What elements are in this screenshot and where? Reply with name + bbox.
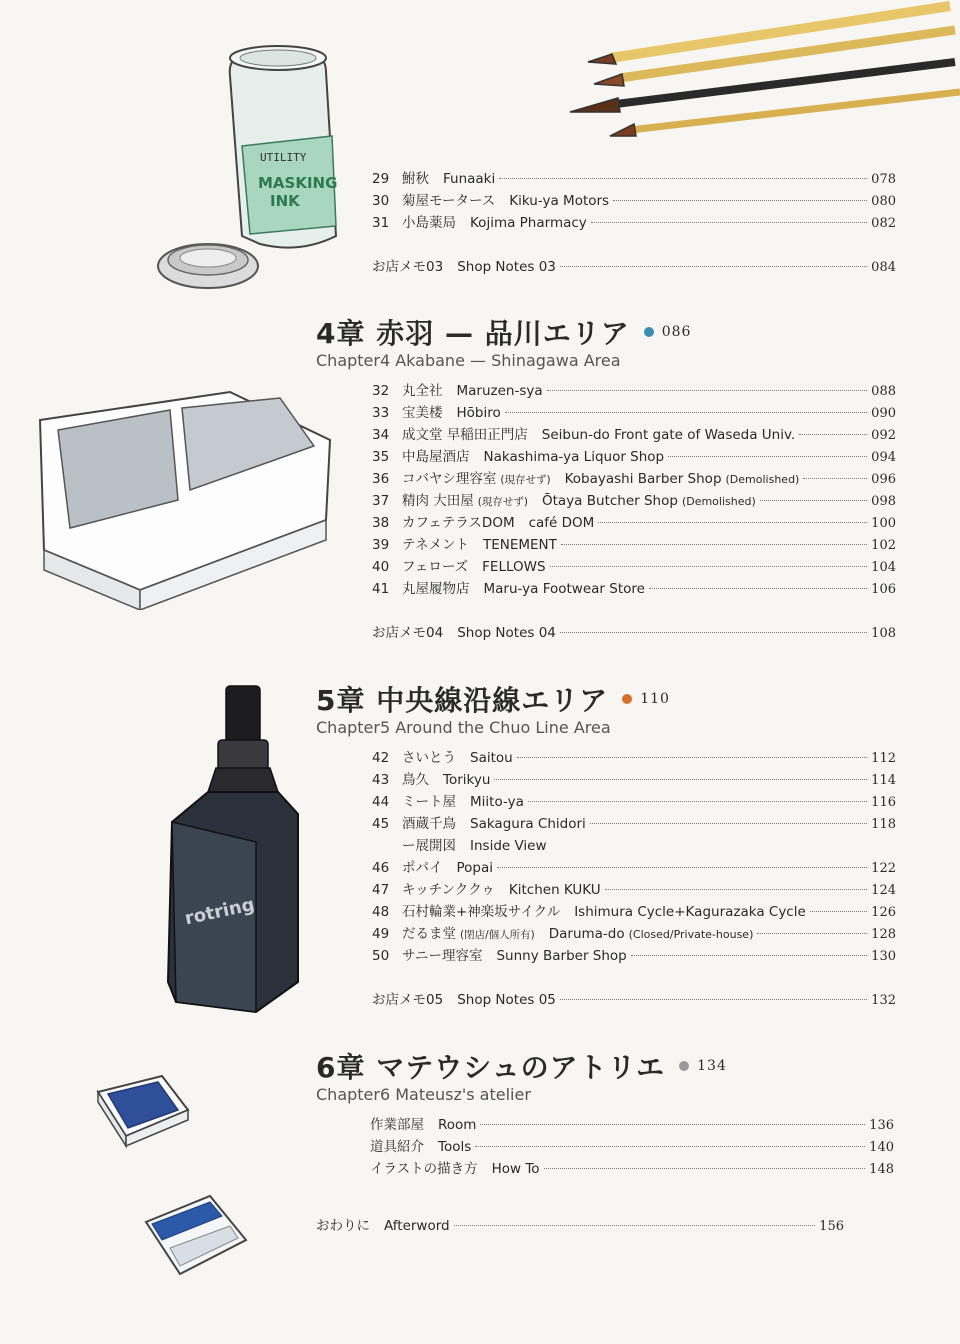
chapter-6-subtitle: Chapter6 Mateusz's atelier <box>316 1085 531 1104</box>
entry-title-en <box>443 770 490 790</box>
entry-title-en-text: Kitchen KUKU <box>508 882 601 898</box>
entry-title-en-text: Popai <box>456 860 494 876</box>
entry-title-jp-text: 精肉 大田屋 <box>402 493 474 509</box>
leader-dots <box>528 801 867 802</box>
toc-entry-42[interactable] <box>372 748 896 768</box>
blue-pan-illustration <box>92 1070 192 1150</box>
toc-entry-36[interactable] <box>372 469 896 489</box>
entry-title-jp <box>402 469 551 490</box>
entry-number: 40 <box>372 559 390 575</box>
entry-number: 46 <box>372 860 390 876</box>
page-number: 098 <box>871 494 896 509</box>
entry-title-en <box>484 447 665 467</box>
entry-number: 37 <box>372 493 390 509</box>
entry-title-en-text: Daruma-do <box>548 926 625 942</box>
entry-number: 32 <box>372 383 390 399</box>
page-number: 108 <box>871 626 896 641</box>
toc-entry-how-to[interactable]: イラストの描き方 How To 148 <box>370 1159 894 1179</box>
leader-dots <box>497 867 867 868</box>
entry-title-en-text: Inside View <box>470 838 547 854</box>
entry-title-en <box>483 535 557 555</box>
toc-entry-34[interactable] <box>372 425 896 445</box>
entry-number: 38 <box>372 515 390 531</box>
chapter-page-number: 110 <box>640 691 670 707</box>
leader-dots <box>517 757 867 758</box>
toc-entry-afterword[interactable]: おわりに Afterword 156 <box>316 1216 844 1236</box>
entry-title-jp-text: 石村輪業+神楽坂サイクル <box>402 904 561 920</box>
entry-title-en-text: Ishimura Cycle+Kagurazaka Cycle <box>574 904 806 920</box>
toc-entry-sub[interactable] <box>372 836 896 856</box>
shop-notes-05[interactable]: お店メモ05 Shop Notes 05 132 <box>372 990 896 1010</box>
entry-title-en <box>470 748 513 768</box>
page-number: 090 <box>871 406 896 421</box>
leader-dots <box>454 1225 816 1226</box>
entry-title-jp <box>402 535 469 555</box>
entry-title-en-text: TENEMENT <box>482 537 557 553</box>
page-number: 156 <box>819 1219 844 1234</box>
toc-entry-45[interactable] <box>372 814 896 834</box>
page-number: 128 <box>871 927 896 942</box>
entry-note-en: (Demolished) <box>681 495 756 508</box>
leader-dots <box>480 1124 865 1125</box>
masking-ink-jar-illustration <box>150 36 350 298</box>
entry-note-jp: (現存せず) <box>477 496 528 508</box>
toc-entry-46[interactable] <box>372 858 896 878</box>
entry-title-jp-text: テネメント <box>402 537 469 553</box>
entry-title-jp-text: 酒蔵千鳥 <box>402 816 456 832</box>
toc-entry-32[interactable] <box>372 381 896 401</box>
leader-dots <box>613 200 867 201</box>
entry-title-en-text: Kobayashi Barber Shop <box>564 471 722 487</box>
entry-title-en-text: Sakagura Chidori <box>470 816 586 832</box>
page-number: 106 <box>871 582 896 597</box>
entry-title-en <box>509 880 601 900</box>
chapter-5-subtitle: Chapter5 Around the Chuo Line Area <box>316 718 611 737</box>
entry-title-jp-text: カフェテラスDOM <box>402 515 515 531</box>
entry-title-jp <box>402 447 470 467</box>
entry-title-jp-text: 宝美楼 <box>402 405 443 421</box>
leader-dots <box>598 522 867 523</box>
leader-dots <box>561 544 867 545</box>
leader-dots <box>499 178 867 179</box>
page-number: 126 <box>871 905 896 920</box>
entry-title-jp-text: さいとう <box>402 750 456 766</box>
entry-title-jp-text: サニー理容室 <box>402 948 483 964</box>
entry-title-jp <box>402 880 495 900</box>
leader-dots <box>605 889 868 890</box>
entry-title-jp <box>402 491 528 512</box>
entry-title-jp-text: コバヤシ理容室 <box>402 471 497 487</box>
leader-dots <box>547 390 868 391</box>
entry-number: 45 <box>372 816 390 832</box>
entry-title-jp <box>402 579 470 599</box>
toc-entry-49[interactable] <box>372 924 896 944</box>
entry-number: 43 <box>372 772 390 788</box>
chapter-6-title[interactable]: 6章 マテウシュのアトリエ 134 <box>316 1051 727 1084</box>
leader-dots <box>803 478 867 479</box>
page-number: 096 <box>871 472 896 487</box>
entry-note-jp: (閉店/個人所有) <box>460 929 535 941</box>
wrapped-pan-illustration <box>140 1186 250 1282</box>
entry-title-jp <box>402 814 456 834</box>
shop-notes-04[interactable]: お店メモ04 Shop Notes 04 108 <box>372 623 896 643</box>
jar-label-text: INK <box>270 192 300 210</box>
entry-title-jp <box>402 748 456 768</box>
entry-title-en <box>457 858 494 878</box>
entry-title-en <box>457 403 501 423</box>
leader-dots <box>810 911 867 912</box>
entry-number: 39 <box>372 537 390 553</box>
leader-dots <box>760 500 867 501</box>
page-number: 084 <box>871 260 896 275</box>
entry-title-en-text: Seibun-do Front gate of Waseda Univ. <box>541 427 796 443</box>
page-number: 116 <box>871 795 896 810</box>
entry-number: 44 <box>372 794 390 810</box>
leader-dots <box>550 566 868 567</box>
page-number: 080 <box>871 194 896 209</box>
entry-title-en-text: Hōbiro <box>456 405 501 421</box>
entry-title-jp-text: 丸屋履物店 <box>402 581 470 597</box>
entry-title-en <box>470 792 524 812</box>
leader-dots <box>757 933 867 934</box>
shop-notes-03[interactable]: お店メモ03 Shop Notes 03 084 <box>372 257 896 277</box>
entry-title-en <box>542 425 795 445</box>
toc-entry-38[interactable] <box>372 513 896 533</box>
entry-note-en: (Closed/Private-house) <box>628 928 754 941</box>
entry-number: 50 <box>372 948 390 964</box>
page-number: 112 <box>871 751 896 766</box>
leader-dots <box>494 779 867 780</box>
entry-title-en <box>470 836 547 856</box>
chapter-5-title[interactable]: 5章 中央線沿線エリア 110 <box>316 684 670 717</box>
entry-title-en-text: Maru-ya Footwear Store <box>483 581 645 597</box>
page-number: 100 <box>871 516 896 531</box>
entry-title-en <box>496 946 626 966</box>
leader-dots <box>799 434 867 435</box>
jar-label-text: UTILITY <box>260 151 307 164</box>
entry-title-en-text: Miito-ya <box>470 794 524 810</box>
rotring-ink-bottle-illustration <box>158 682 303 1014</box>
entry-title-jp <box>402 425 528 445</box>
toc-entry-tools[interactable]: 道具紹介 Tools 140 <box>370 1137 894 1157</box>
toc-entry-40[interactable] <box>372 557 896 577</box>
page-number: 078 <box>871 172 896 187</box>
toc-entry-31[interactable]: 31 小島薬局 Kojima Pharmacy 082 <box>372 213 896 233</box>
page-number: 118 <box>871 817 896 832</box>
page-number: 088 <box>871 384 896 399</box>
page-number: 122 <box>871 861 896 876</box>
leader-dots <box>560 999 867 1000</box>
entry-number: 49 <box>372 926 390 942</box>
entry-title-jp <box>402 403 443 423</box>
paint-brushes-illustration <box>550 0 960 140</box>
entry-title-en <box>549 924 754 945</box>
entry-title-jp <box>402 836 456 856</box>
entry-note-en: (Demolished) <box>725 473 800 486</box>
page-number: 104 <box>871 560 896 575</box>
toc-entry-35[interactable] <box>372 447 896 467</box>
page-number: 092 <box>871 428 896 443</box>
jar-label-text: MASKING <box>258 174 338 192</box>
toc-entry-44[interactable] <box>372 792 896 812</box>
page-number: 136 <box>869 1118 894 1133</box>
toc-entry-30[interactable]: 30 菊屋モータース Kiku-ya Motors 080 <box>372 191 896 211</box>
page-number: 124 <box>871 883 896 898</box>
leader-dots <box>560 632 867 633</box>
leader-dots <box>668 456 867 457</box>
page-number: 132 <box>871 993 896 1008</box>
entry-title-jp <box>402 902 560 922</box>
entry-title-en-text: Torikyu <box>443 772 491 788</box>
toc-entry-37[interactable] <box>372 491 896 511</box>
leader-dots <box>590 823 867 824</box>
chapter-4-title[interactable]: 4章 赤羽 — 品川エリア 086 <box>316 317 692 350</box>
entry-title-jp <box>402 858 443 878</box>
entry-title-en <box>484 579 645 599</box>
toc-entry-43[interactable] <box>372 770 896 790</box>
entry-title-jp-text: ポパイ <box>402 860 443 876</box>
toc-entry-39[interactable] <box>372 535 896 555</box>
leader-dots <box>544 1168 866 1169</box>
page-number: 148 <box>869 1162 894 1177</box>
leader-dots <box>591 222 867 223</box>
entry-title-jp-text: ミート屋 <box>402 794 456 810</box>
entry-title-en-text: Sunny Barber Shop <box>496 948 627 964</box>
entry-title-jp-text: ー展開図 <box>402 838 456 854</box>
entry-title-en <box>574 902 806 922</box>
entry-number: 48 <box>372 904 390 920</box>
entry-title-jp <box>402 513 515 533</box>
entry-number: 41 <box>372 581 390 597</box>
entry-title-en-text: FELLOWS <box>482 559 546 575</box>
entry-title-en-text: Ōtaya Butcher Shop <box>542 493 678 509</box>
bottle-label-text: rotring <box>182 894 257 930</box>
page-number: 094 <box>871 450 896 465</box>
chapter-dot <box>622 694 632 704</box>
leader-dots <box>649 588 867 589</box>
entry-title-en <box>457 381 543 401</box>
entry-title-jp <box>402 381 443 401</box>
entry-title-jp-text: 中島屋酒店 <box>402 449 470 465</box>
watercolor-palette-illustration <box>30 380 340 610</box>
chapter-4-subtitle: Chapter4 Akabane — Shinagawa Area <box>316 351 621 370</box>
entry-number: 47 <box>372 882 390 898</box>
entry-title-jp <box>402 792 456 812</box>
entry-number: 35 <box>372 449 390 465</box>
leader-dots <box>505 412 867 413</box>
entry-title-jp-text: キッチンククゥ <box>402 882 495 898</box>
entry-number: 36 <box>372 471 390 487</box>
entry-title-en-text: Maruzen-sya <box>456 383 543 399</box>
leader-dots <box>631 955 867 956</box>
entry-title-en-text: Nakashima-ya Liquor Shop <box>483 449 665 465</box>
page-number: 130 <box>871 949 896 964</box>
entry-title-jp <box>402 946 482 966</box>
entry-title-jp-text: 鳥久 <box>402 772 429 788</box>
chapter-page-number: 134 <box>697 1058 727 1074</box>
entry-note-jp: (現存せず) <box>500 474 551 486</box>
entry-title-jp-text: だるま堂 <box>402 926 456 942</box>
chapter-dot <box>644 327 654 337</box>
entry-title-jp <box>402 770 429 790</box>
toc-entry-48[interactable] <box>372 902 896 922</box>
page-number: 082 <box>871 216 896 231</box>
entry-title-jp <box>402 924 535 945</box>
entry-title-en <box>482 557 545 577</box>
entry-title-jp <box>402 557 468 577</box>
toc-entry-41[interactable] <box>372 579 896 599</box>
toc-entry-47[interactable] <box>372 880 896 900</box>
page-number: 140 <box>869 1140 894 1155</box>
entry-number: 34 <box>372 427 390 443</box>
entry-title-jp-text: 丸全社 <box>402 383 443 399</box>
entry-title-en <box>565 469 800 490</box>
leader-dots <box>560 266 867 267</box>
entry-title-en <box>542 491 756 512</box>
page-number: 102 <box>871 538 896 553</box>
entry-number: 42 <box>372 750 390 766</box>
toc-entry-room[interactable]: 作業部屋 Room 136 <box>370 1115 894 1135</box>
toc-entry-50[interactable] <box>372 946 896 966</box>
page-number: 114 <box>871 773 896 788</box>
entry-title-jp-text: フェローズ <box>402 559 469 575</box>
toc-entry-29[interactable]: 29 鮒秋 Funaaki 078 <box>372 169 896 189</box>
entry-title-jp-text: 成文堂 早稲田正門店 <box>402 427 528 443</box>
entry-title-en-text: café DOM <box>528 515 595 531</box>
leader-dots <box>475 1146 865 1147</box>
chapter-page-number: 086 <box>661 324 692 340</box>
entry-number: 33 <box>372 405 390 421</box>
entry-title-en-text: Saitou <box>470 750 513 766</box>
toc-entry-33[interactable] <box>372 403 896 423</box>
entry-title-en <box>529 513 595 533</box>
entry-title-en <box>470 814 586 834</box>
chapter-dot <box>679 1061 689 1071</box>
